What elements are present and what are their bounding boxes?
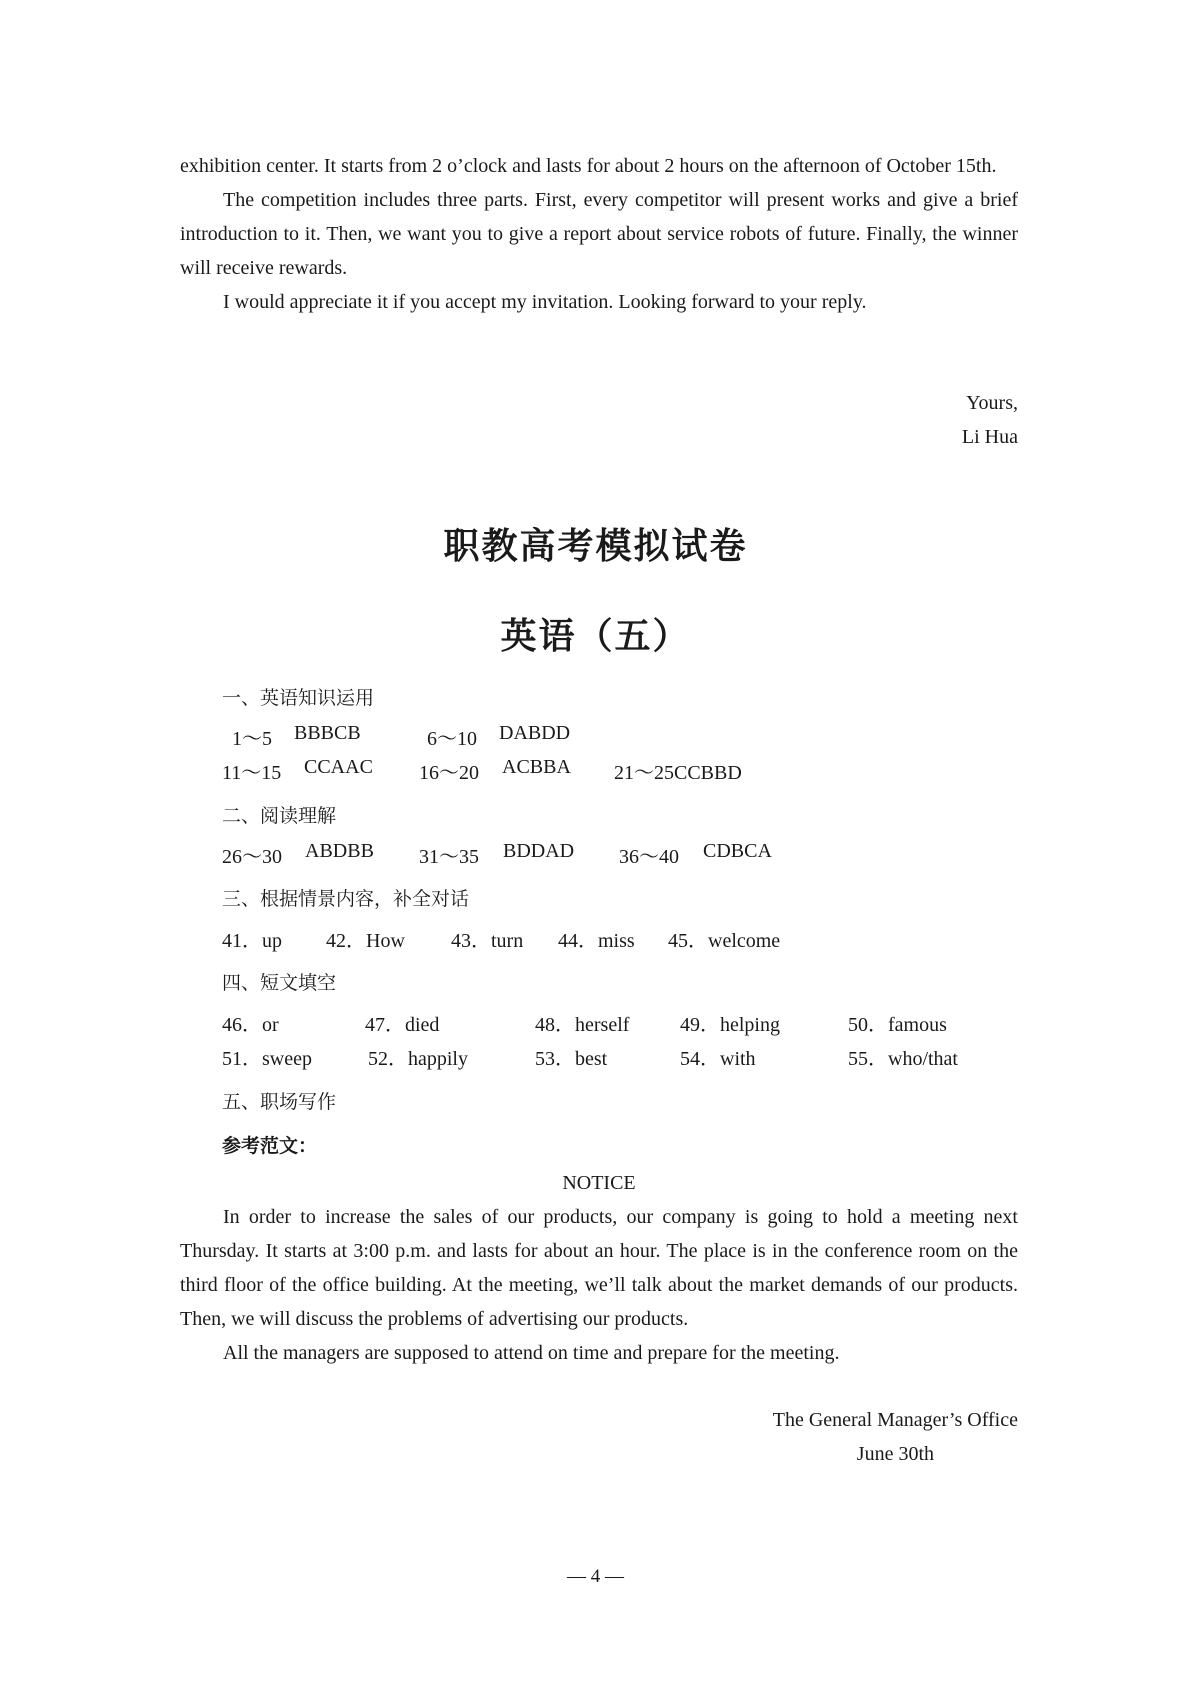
section-heading: 四、短文填空 — [222, 972, 337, 994]
answer-range: 26～30 — [222, 846, 282, 868]
answer-key: CDBCA — [703, 840, 772, 862]
notice-date: June 30th — [856, 1443, 934, 1465]
answer-key: ABDBB — [305, 840, 374, 862]
answer-item: 48．herself — [535, 1014, 630, 1036]
answer-range: 6～10 — [427, 728, 477, 750]
answer-key: DABDD — [499, 722, 571, 744]
letter-closing: Yours, — [966, 392, 1018, 414]
answer-item: 46．or — [222, 1014, 279, 1036]
answer-range: 21～25CCBBD — [614, 762, 742, 784]
answer-item: 49．helping — [680, 1014, 780, 1036]
answer-item: 45．welcome — [668, 930, 781, 952]
letter-signoff — [180, 386, 1018, 454]
answer-key: BDDAD — [503, 840, 575, 862]
notice-body — [180, 1166, 1018, 1370]
answer-item: 44．miss — [558, 930, 635, 952]
answer-range: 36～40 — [619, 846, 679, 868]
notice-signoff — [180, 1403, 1018, 1471]
answer-range: 11～15 — [222, 762, 282, 784]
answer-range: 31～35 — [419, 846, 479, 868]
answer-item: 52．happily — [368, 1048, 468, 1070]
letter-paragraph: exhibition center. It starts from 2 o’clock and lasts for about 2 hours on the afternoon of October 15th. — [180, 155, 997, 177]
reference-label: 参考范文： — [222, 1135, 318, 1157]
section-heading: 一、英语知识运用 — [222, 687, 375, 709]
answer-item: 41．up — [222, 930, 282, 952]
section-heading: 二、阅读理解 — [222, 805, 337, 827]
exam-subtitle: 英语（五） — [500, 615, 691, 657]
answer-key: CCAAC — [304, 756, 373, 778]
notice-paragraph: All the managers are supposed to attend on time and prepare for the meeting. — [223, 1342, 840, 1364]
letter-body — [180, 149, 1018, 319]
page-number: — 4 — — [567, 1566, 624, 1587]
answer-item: 51．sweep — [222, 1048, 312, 1070]
notice-sender: The General Manager’s Office — [772, 1409, 1018, 1431]
answer-range: 16～20 — [419, 762, 479, 784]
section-heading: 三、根据情景内容，补全对话 — [222, 888, 470, 910]
answer-item: 55．who/that — [848, 1048, 958, 1070]
answer-key: BBBCB — [294, 722, 361, 744]
answer-item: 42．How — [326, 930, 405, 952]
exam-title: 职教高考模拟试卷 — [443, 525, 748, 567]
letter-paragraph: The competition includes three parts. First, every competitor will present works and give a brief introduction to it. Then, we want you to give a report about service robots of future. Finally, the winner will receive rewards. — [180, 189, 1018, 279]
answer-item: 53．best — [535, 1048, 608, 1070]
notice-heading: NOTICE — [562, 1172, 636, 1194]
notice-paragraph: In order to increase the sales of our products, our company is going to hold a meeting next Thursday. It starts at 3:00 p.m. and lasts for about an hour. The place is in the conference room on the third floor of the office building. At the meeting, we’ll talk about the market demands of our products. Then, we will discuss the problems of advertising our products. — [180, 1206, 1018, 1330]
answer-item: 50．famous — [848, 1014, 947, 1036]
answer-item: 43．turn — [451, 930, 524, 952]
letter-paragraph: I would appreciate it if you accept my invitation. Looking forward to your reply. — [223, 291, 867, 313]
section-heading: 五、职场写作 — [222, 1091, 337, 1113]
answer-range: 1～5 — [232, 728, 272, 750]
letter-signature: Li Hua — [961, 426, 1018, 448]
answer-item: 54．with — [680, 1048, 756, 1070]
answer-key: ACBBA — [502, 756, 571, 778]
answer-item: 47．died — [365, 1014, 440, 1036]
